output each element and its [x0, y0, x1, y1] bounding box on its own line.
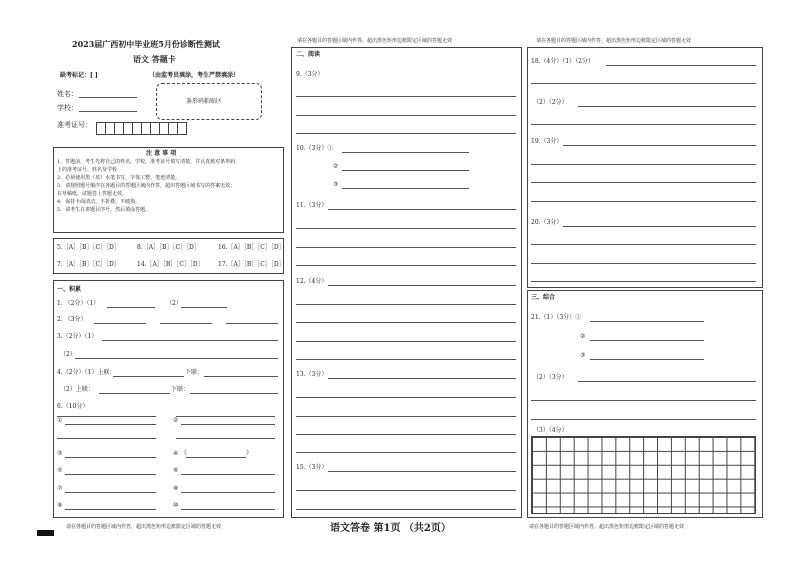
- page-footer: 语文答卷 第1页 （共2页）: [330, 523, 451, 534]
- school-label: 学校：: [57, 104, 78, 112]
- q9-line-3[interactable]: [296, 133, 516, 134]
- q10-label: 10.（3分）①: [296, 145, 334, 152]
- alignment-mark: [37, 530, 54, 536]
- section1-title: 一、积累: [57, 286, 82, 293]
- q2-answer-c[interactable]: [226, 323, 278, 324]
- q6-answer-4[interactable]: [186, 457, 246, 458]
- q4-1-label: 4.（2分）（1）上联：: [57, 369, 116, 376]
- q18-2-line-2[interactable]: [531, 124, 756, 125]
- q20-line-3[interactable]: [531, 263, 756, 264]
- q13-line-2[interactable]: [296, 397, 516, 398]
- q6-answer-1[interactable]: [65, 424, 156, 425]
- q10-3-label: ③: [333, 181, 339, 188]
- q2-answer-a[interactable]: [94, 323, 146, 324]
- q13-label: 13.（3分）: [296, 371, 328, 378]
- q11-label: 11.（3分）: [296, 202, 328, 209]
- q13-line-1[interactable]: [328, 378, 516, 379]
- q1-label: 1. （2分）（1）: [57, 300, 100, 307]
- q19-line-4[interactable]: [531, 201, 756, 202]
- q3-2-answer[interactable]: [75, 358, 278, 359]
- note-item: 5．请考生在讲题目序号，然后填涂答题。: [57, 207, 151, 213]
- q21-1-answer[interactable]: [590, 321, 704, 322]
- q3-2-label: （2）: [60, 351, 76, 358]
- q13-line-4[interactable]: [296, 434, 516, 435]
- q18-2-line-1[interactable]: [578, 106, 756, 107]
- exam-id-boxes[interactable]: [96, 122, 186, 136]
- q6-m4-book-close: 》: [246, 450, 253, 457]
- q10-1-answer[interactable]: [342, 152, 469, 153]
- q1-1-answer[interactable]: [107, 307, 155, 308]
- q21-2-label: ②: [580, 333, 586, 340]
- q15-line-1[interactable]: [328, 471, 516, 472]
- name-label: 姓名：: [57, 90, 78, 98]
- q21-3-answer[interactable]: [590, 359, 704, 360]
- q18-1-line-1[interactable]: [606, 65, 756, 66]
- q6-line-a[interactable]: [57, 416, 156, 417]
- top-warning-middle: 请在各题目的答题区域内作答，超出黑色矩形边框限定区域的答题无效: [297, 38, 453, 44]
- q6-line-c[interactable]: [57, 438, 156, 439]
- q21-b-line-3[interactable]: [531, 419, 756, 420]
- q6-line-d[interactable]: [176, 438, 275, 439]
- q6-m1: ①: [57, 417, 63, 424]
- q4-1-lower-answer[interactable]: [204, 376, 278, 377]
- q6-m8: ⑧: [173, 485, 179, 492]
- q6-answer-6[interactable]: [181, 474, 275, 475]
- q12-line-1[interactable]: [328, 285, 516, 286]
- q21-b-line-1[interactable]: [578, 381, 756, 382]
- q19-line-1[interactable]: [563, 145, 756, 146]
- q6-m7: ⑦: [57, 485, 63, 492]
- q13-line-5[interactable]: [296, 452, 516, 453]
- q19-line-3[interactable]: [531, 182, 756, 183]
- q6-m6: ⑥: [173, 467, 179, 474]
- bottom-warning-right: 请在各题目的答题区域内作答，超出黑色矩形边框限定区域的答题无效: [529, 524, 685, 530]
- notes-title: 注 意 事 项: [146, 150, 177, 157]
- q6-m10: ⑩: [173, 502, 179, 509]
- section1-box: [53, 280, 284, 518]
- q12-line-4[interactable]: [296, 341, 516, 342]
- q21-b-label: （2）（3分）: [533, 374, 568, 381]
- q9-label: 9.（3分）: [296, 71, 324, 78]
- choice-q5[interactable]: 5.［A］［B］［C］［D］: [57, 244, 120, 251]
- q6-m3: ③: [57, 450, 63, 457]
- q11-line-3[interactable]: [296, 247, 516, 248]
- q19-line-2[interactable]: [531, 164, 756, 165]
- q4-1-lower-label: 下联：: [185, 369, 204, 376]
- note-item: 1．答题前，考生先将自己的姓名、学校、准考证号填写清楚，并认真核对条形码: [57, 159, 236, 165]
- q9-line-2[interactable]: [296, 115, 516, 116]
- q19-label: 19.（3分）: [531, 138, 563, 145]
- choice-q7[interactable]: 7.［A］［B］［C］［D］: [57, 261, 120, 268]
- q11-line-2[interactable]: [296, 228, 516, 229]
- q6-answer-7[interactable]: [65, 492, 156, 493]
- q12-line-2[interactable]: [296, 304, 516, 305]
- q6-m5: ⑤: [57, 467, 63, 474]
- q1-2-answer[interactable]: [181, 307, 227, 308]
- q6-label: 6.（10分）: [57, 403, 89, 410]
- q6-answer-10[interactable]: [181, 509, 275, 510]
- q6-line-b[interactable]: [176, 416, 275, 417]
- top-warning-right: 请在各题目的答题区域内作答，超出黑色矩形边框限定区域的答题无效: [536, 38, 692, 44]
- note-item: 3．请按照题号顺序在各题目的答题区域内作答，超出答题区域书写的答案无效；: [57, 183, 236, 189]
- section2-title: 二、阅读: [296, 51, 321, 58]
- choice-q17[interactable]: 17.［A］［B］［C］［D］: [218, 261, 285, 268]
- notes-list: [57, 160, 235, 216]
- q20-line-2[interactable]: [531, 244, 756, 245]
- q1-2-label: （2）: [166, 300, 182, 307]
- q6-m4-book-open: 《: [181, 450, 188, 457]
- q15-label: 15.（3分）: [296, 464, 328, 471]
- q13-line-3[interactable]: [296, 416, 516, 417]
- note-item: 4．保持卡面清洁，不折叠、不破损。: [57, 199, 141, 205]
- q4-2-label: （2）上联：: [60, 386, 94, 393]
- q18-1-line-2[interactable]: [531, 83, 756, 84]
- choice-q14[interactable]: 14.［A］［B］［C］［D］: [137, 261, 204, 268]
- q15-line-2[interactable]: [296, 490, 516, 491]
- name-field[interactable]: [79, 97, 137, 98]
- q2-answer-b[interactable]: [160, 323, 212, 324]
- exam-title: 2023届广西初中毕业班5月份诊断性测试: [72, 39, 220, 49]
- q20-label: 20.（3分）: [531, 219, 563, 226]
- q18-label: 18.（4分）（1）（2分）: [531, 58, 594, 65]
- q4-1-upper-answer[interactable]: [113, 376, 184, 377]
- q21-1-label: 21.（1）（3分）①: [531, 314, 582, 321]
- q10-2-answer[interactable]: [342, 170, 469, 171]
- q20-line-4[interactable]: [531, 281, 756, 282]
- q4-2-lower-answer[interactable]: [190, 393, 278, 394]
- q11-line-4[interactable]: [296, 265, 516, 266]
- section3-title: 三、综合: [531, 294, 556, 301]
- q6-answer-2[interactable]: [181, 424, 275, 425]
- choice-q8[interactable]: 8.［A］［B］［C］［D］: [137, 244, 200, 251]
- barcode-label: 条形码粘贴区: [186, 98, 223, 105]
- q10-2-label: ②: [333, 163, 339, 170]
- q15-line-3[interactable]: [296, 509, 516, 510]
- q10-3-answer[interactable]: [342, 188, 469, 189]
- bottom-warning-left: 请在各题目的答题区域内作答，超出黑色矩形边框限定区域的答题无效: [66, 524, 222, 530]
- q21-2-answer[interactable]: [590, 340, 704, 341]
- q6-m2: ②: [173, 417, 179, 424]
- q12-line-5[interactable]: [296, 359, 516, 360]
- q6-answer-8[interactable]: [181, 492, 275, 493]
- choice-q16[interactable]: 16.［A］［B］［C］［D］: [218, 244, 285, 251]
- absent-mark-note: （由监考员填涂，考生严禁填涂）: [149, 72, 240, 79]
- q12-line-3[interactable]: [296, 322, 516, 323]
- absent-mark-label[interactable]: 缺考标记：[ ]: [60, 72, 98, 79]
- q6-answer-9[interactable]: [65, 509, 156, 510]
- q18-2-label: （2）（2分）: [533, 99, 568, 106]
- note-item: 2．必须使用黑（蓝）水笔书写，字体工整、笔迹清楚。: [57, 175, 181, 181]
- q4-2-upper-answer[interactable]: [99, 393, 170, 394]
- composition-grid[interactable]: [531, 436, 756, 514]
- q3-label: 3.（2分）（1）: [57, 333, 98, 340]
- q9-line-1[interactable]: [296, 96, 516, 97]
- q6-answer-5[interactable]: [65, 474, 156, 475]
- q21-c-label: （3）（4分）: [533, 427, 568, 434]
- note-item: 在草稿纸、试题卷上答题无效。: [57, 191, 128, 197]
- q12-label: 12.（4分）: [296, 278, 328, 285]
- q6-m9: ⑨: [57, 502, 63, 509]
- q21-3-label: ③: [580, 352, 586, 359]
- q2-label: 2. （3分）: [57, 316, 87, 323]
- q6-answer-3[interactable]: [65, 457, 156, 458]
- q21-b-line-2[interactable]: [531, 400, 756, 401]
- q3-1-answer[interactable]: [102, 340, 278, 341]
- q4-2-lower-label: 下联：: [171, 386, 190, 393]
- exam-id-label: 准考证号：: [57, 121, 92, 129]
- school-field[interactable]: [79, 111, 137, 112]
- q11-line-1[interactable]: [328, 209, 516, 210]
- answer-sheet-subtitle: 语文 答题卡: [133, 54, 176, 64]
- note-item: 上的准考证号、姓名及学校: [57, 167, 118, 173]
- q20-line-1[interactable]: [563, 226, 756, 227]
- q6-m4: ④: [173, 450, 179, 457]
